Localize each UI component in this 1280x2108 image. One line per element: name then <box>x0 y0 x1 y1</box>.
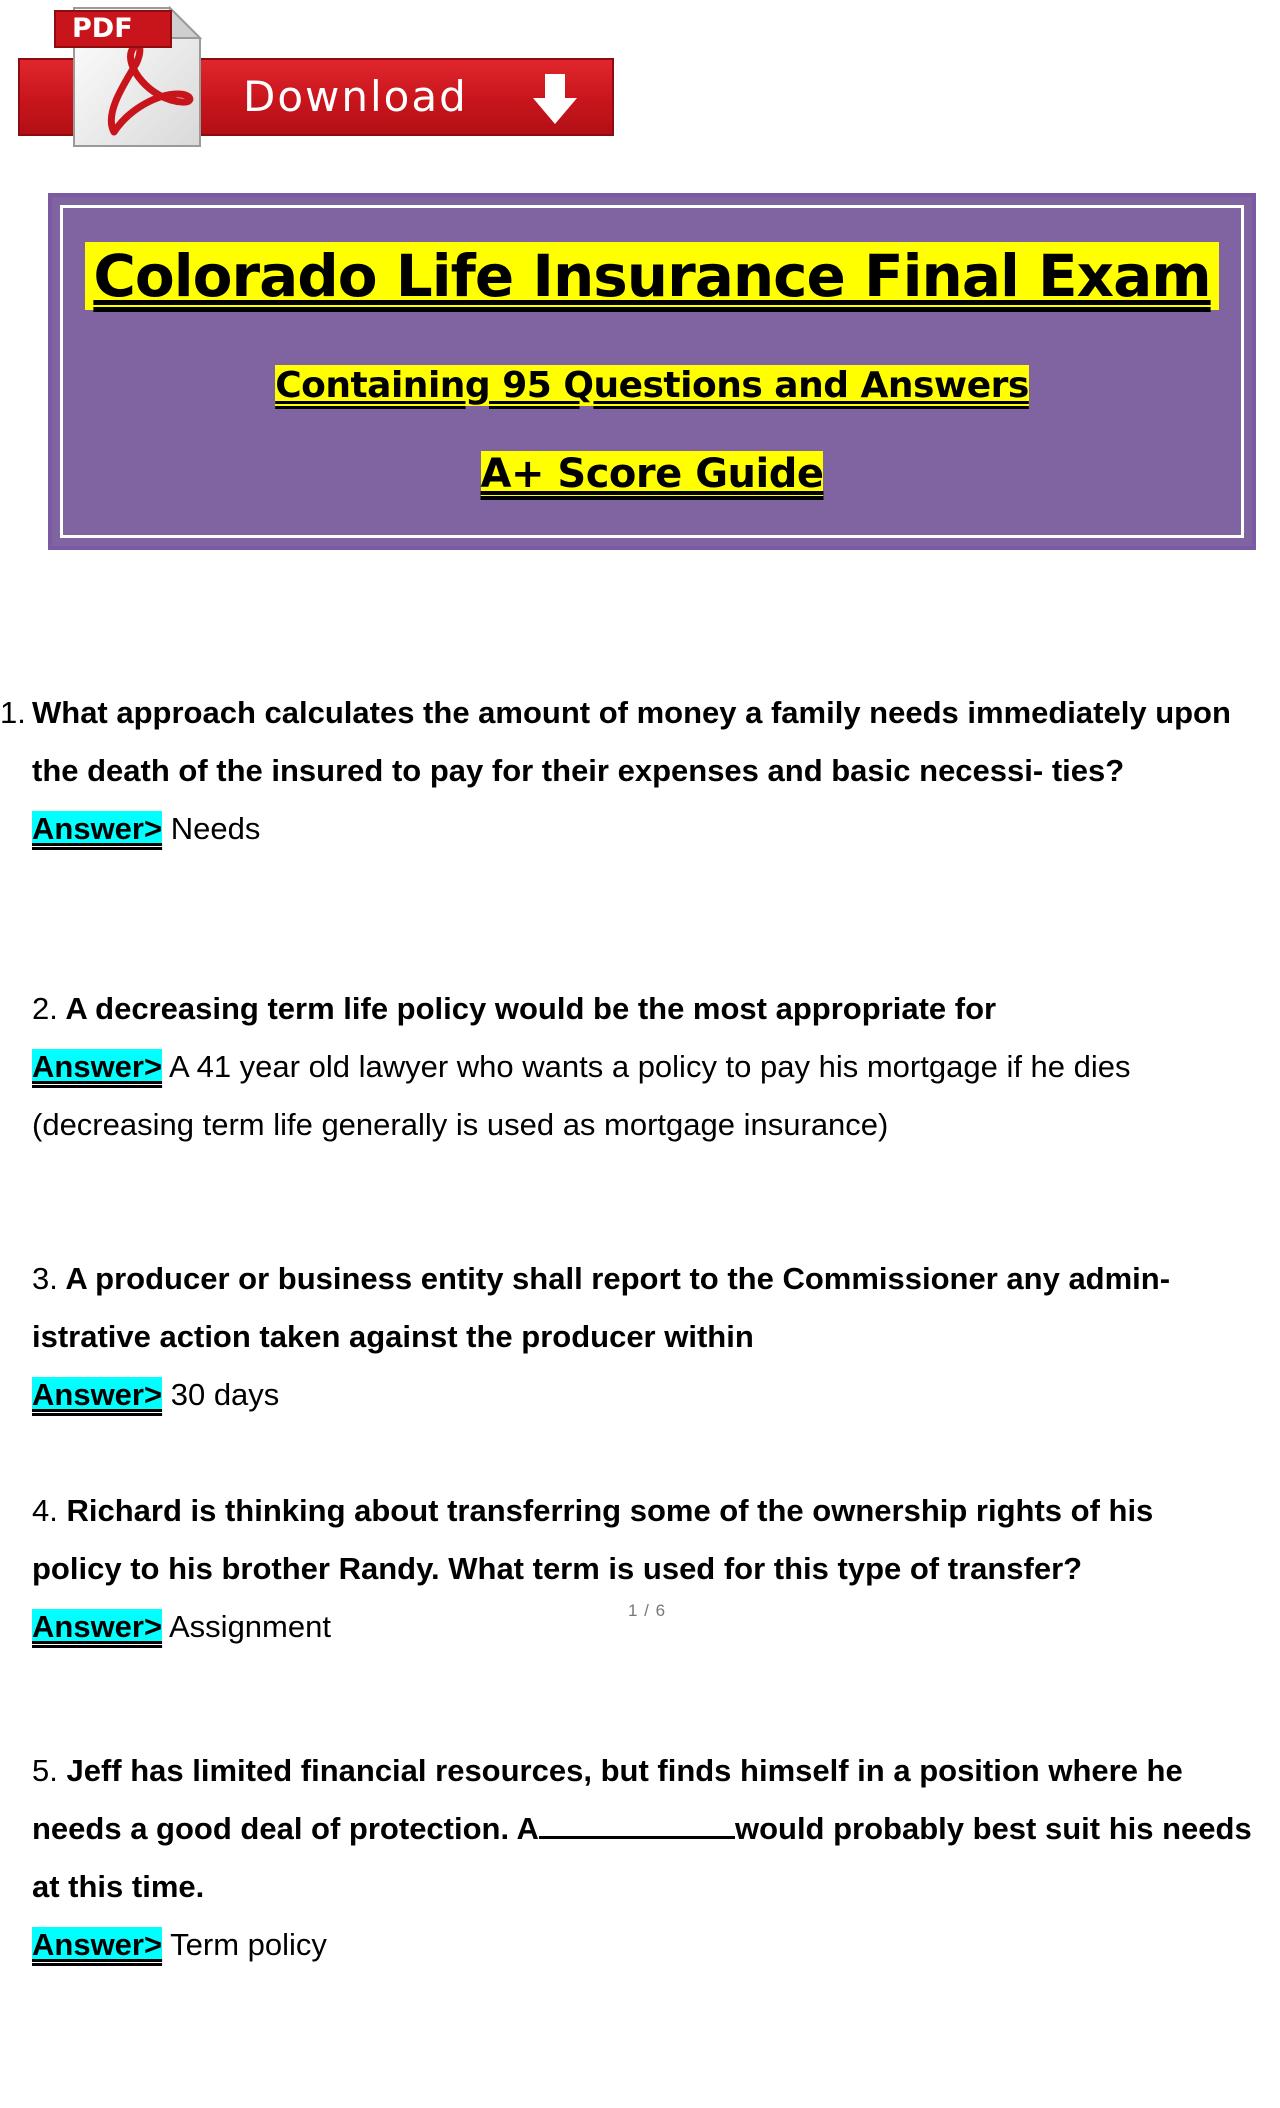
question-number: 1. <box>0 695 26 730</box>
question-item-4 <box>32 1482 1247 1656</box>
answer-line <box>32 1038 1247 1154</box>
question-body-part1: Jeff has limited financial resources, but finds himself in a position where he needs a good deal of protection. A <box>32 1753 1183 1846</box>
title-box-frame <box>60 205 1244 538</box>
document-subtitle: Containing 95 Questions and Answers <box>275 365 1029 406</box>
answer-text: Assignment <box>169 1609 331 1644</box>
question-body: Richard is thinking about transferring some of the ownership rights of his policy to his brother Randy. What term is used for this type of transfer? <box>32 1493 1154 1586</box>
download-label[interactable]: Download <box>243 72 468 121</box>
answer-line <box>32 1366 1267 1424</box>
pdf-file-icon <box>54 4 204 148</box>
question-text <box>0 684 1247 800</box>
document-title-line <box>63 235 1241 317</box>
question-body: What approach calculates the amount of money a family needs immediately upon the death of the insured to pay for their expenses and basic necessi- ties? <box>32 695 1231 788</box>
answer-label: Answer> <box>32 1927 163 1962</box>
question-number: 4. <box>32 1493 58 1528</box>
pdf-download-banner[interactable] <box>18 4 618 150</box>
answer-text: A 41 year old lawyer who wants a policy to pay his mortgage if he dies (decreasing term life generally is used as mortgage insurance) <box>32 1049 1131 1142</box>
download-arrow-icon[interactable] <box>530 72 580 126</box>
answer-line <box>32 1916 1267 1974</box>
title-box <box>48 193 1256 550</box>
answer-text: Term policy <box>170 1927 327 1962</box>
question-number: 3. <box>32 1261 58 1296</box>
answer-label: Answer> <box>32 1049 163 1084</box>
question-item-2 <box>32 980 1247 1154</box>
fill-in-blank <box>539 1806 735 1839</box>
answer-line <box>32 800 1247 858</box>
question-body-part2: would probably best suit his needs at this time. <box>32 1811 1252 1904</box>
question-text <box>32 1742 1267 1916</box>
question-text <box>32 980 1247 1038</box>
question-body: A producer or business entity shall report to the Commissioner any admin- istrative action taken against the producer within <box>32 1261 1171 1354</box>
score-guide-line <box>63 445 1241 503</box>
question-text <box>32 1482 1247 1598</box>
question-body: A decreasing term life policy would be the most appropriate for <box>65 991 997 1026</box>
document-title: Colorado Life Insurance Final Exam <box>85 242 1218 310</box>
question-item-3 <box>32 1250 1267 1424</box>
pdf-tag: PDF <box>54 10 172 48</box>
document-subtitle-line <box>63 360 1241 412</box>
answer-label: Answer> <box>32 1377 163 1412</box>
answer-text: 30 days <box>170 1377 280 1412</box>
answer-label: Answer> <box>32 811 163 846</box>
question-item-5 <box>32 1742 1267 1974</box>
answer-text: Needs <box>170 811 261 846</box>
page-indicator: 1 / 6 <box>628 1601 667 1620</box>
question-text <box>32 1250 1267 1366</box>
score-guide: A+ Score Guide <box>480 451 824 497</box>
question-item-1 <box>0 684 1247 858</box>
question-number: 5. <box>32 1753 58 1788</box>
question-number: 2. <box>32 991 58 1026</box>
answer-label: Answer> <box>32 1609 163 1644</box>
